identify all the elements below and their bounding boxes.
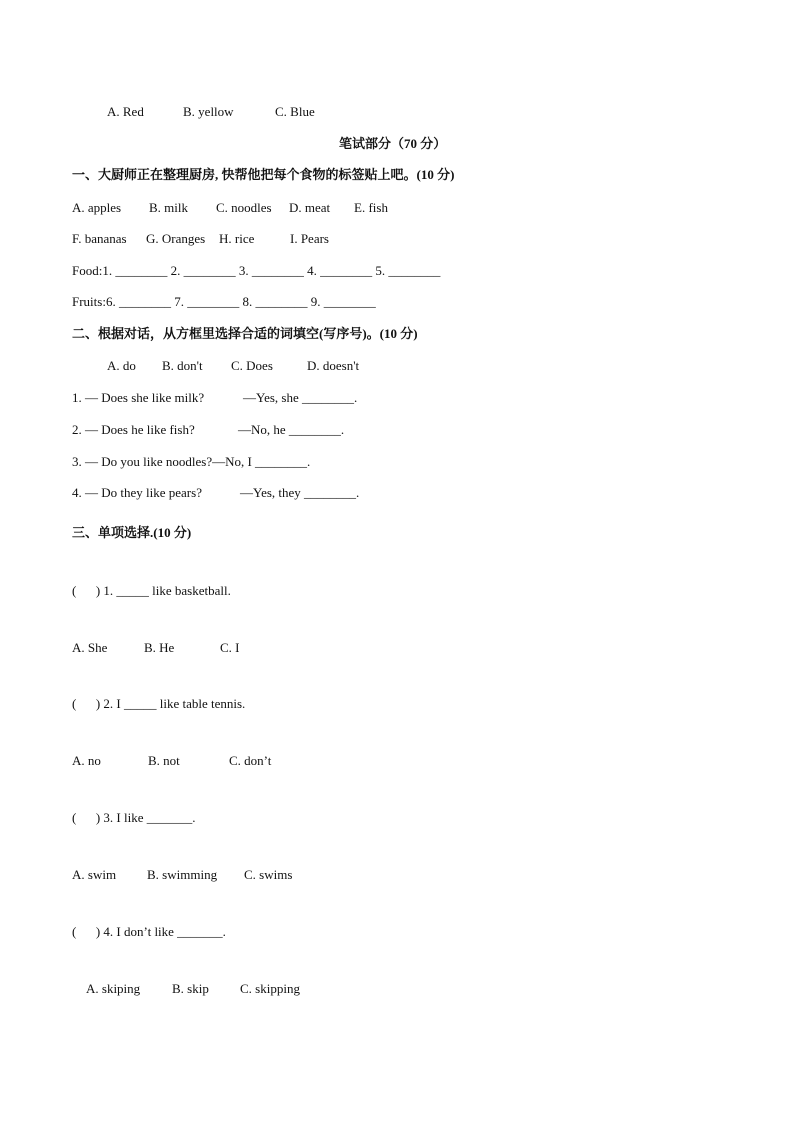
food-option-a: A. apples	[72, 200, 122, 215]
food-option-b: B. milk	[149, 200, 189, 215]
top-option-b: B. yellow	[183, 104, 234, 119]
dialog-question-4: 4. — Do they like pears?	[72, 485, 202, 500]
mc1-option-a: A. She	[72, 640, 108, 655]
mc3-option-c: C. swims	[244, 867, 293, 882]
top-option-c: C. Blue	[275, 104, 315, 119]
mc2-option-a: A. no	[72, 753, 101, 768]
fruits-blanks-line: Fruits:6. ________ 7. ________ 8. ________ 9. ________	[72, 294, 376, 309]
section3-heading: 三、单项选择.(10 分)	[72, 525, 192, 540]
box-option-b: B. don't	[162, 358, 203, 373]
mc3-option-b: B. swimming	[147, 867, 218, 882]
mc-question-3: ( ) 3. I like _______.	[72, 810, 196, 825]
food-option-d: D. meat	[289, 200, 331, 215]
box-option-a: A. do	[107, 358, 136, 373]
dialog-answer-1: —Yes, she ________.	[243, 390, 358, 405]
food-blanks-line: Food:1. ________ 2. ________ 3. ________ 4. ________ 5. ________	[72, 263, 441, 278]
food-option-e: E. fish	[354, 200, 388, 215]
mc2-option-c: C. don’t	[229, 753, 272, 768]
mc1-option-b: B. He	[144, 640, 175, 655]
mc4-option-a: A. skiping	[86, 981, 141, 996]
mc-question-4: ( ) 4. I don’t like _______.	[72, 924, 226, 939]
food-option-g: G. Oranges	[146, 231, 206, 246]
section1-heading: 一、大厨师正在整理厨房, 快帮他把每个食物的标签贴上吧。(10 分)	[72, 167, 455, 182]
food-option-i: I. Pears	[290, 231, 329, 246]
top-option-a: A. Red	[107, 104, 144, 119]
mc1-option-c: C. I	[220, 640, 240, 655]
dialog-answer-4: —Yes, they ________.	[240, 485, 360, 500]
mc-question-2: ( ) 2. I _____ like table tennis.	[72, 696, 246, 711]
mc2-option-b: B. not	[148, 753, 180, 768]
written-part-title: 笔试部分（70 分）	[339, 136, 447, 151]
food-option-c: C. noodles	[216, 200, 272, 215]
section2-heading: 二、根据对话，从方框里选择合适的词填空(写序号)。(10 分)	[72, 326, 418, 341]
dialog-question-3: 3. — Do you like noodles?—No, I ________.	[72, 454, 311, 469]
food-option-h: H. rice	[219, 231, 255, 246]
dialog-answer-2: —No, he ________.	[238, 422, 345, 437]
mc4-option-c: C. skipping	[240, 981, 300, 996]
mc4-option-b: B. skip	[172, 981, 209, 996]
food-option-f: F. bananas	[72, 231, 127, 246]
dialog-question-1: 1. — Does she like milk?	[72, 390, 205, 405]
box-option-d: D. doesn't	[307, 358, 360, 373]
dialog-question-2: 2. — Does he like fish?	[72, 422, 195, 437]
mc3-option-a: A. swim	[72, 867, 117, 882]
box-option-c: C. Does	[231, 358, 273, 373]
mc-question-1: ( ) 1. _____ like basketball.	[72, 583, 231, 598]
